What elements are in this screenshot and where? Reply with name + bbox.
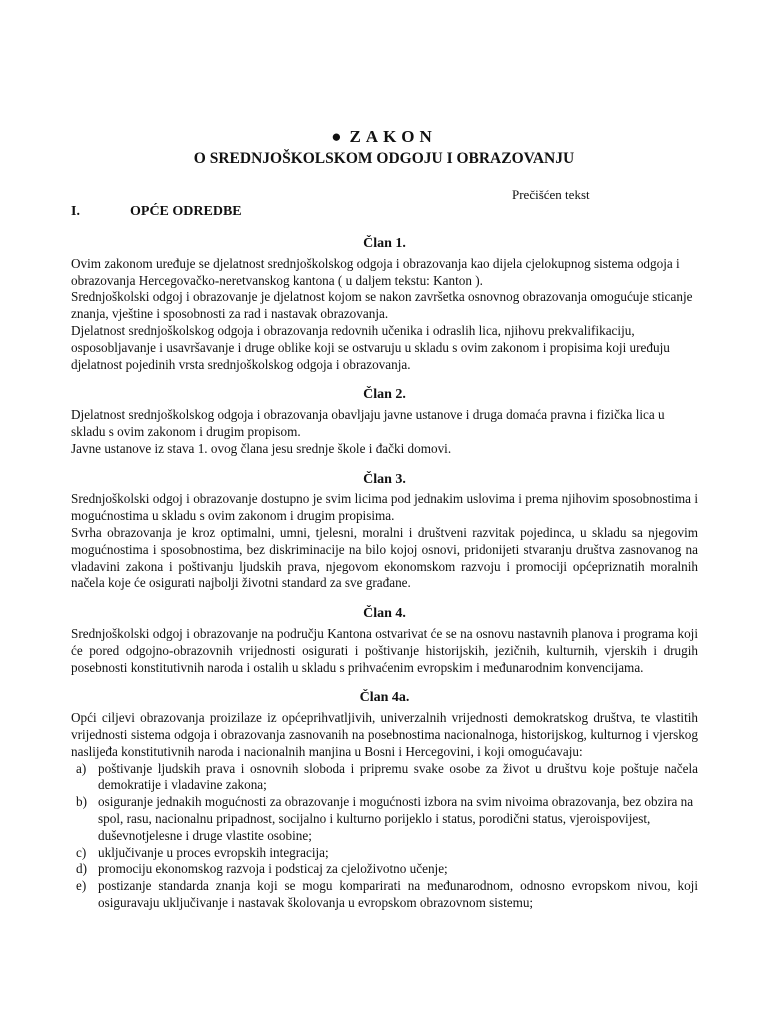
document-body	[71, 236, 698, 912]
list-item	[71, 794, 698, 844]
article-paragraph: Opći ciljevi obrazovanja proizilaze iz općeprihvatljivih, univerzalnih vrijednosti demokratskog društva, te vlastitih vrijednosti sistema odgoja i obrazovanja zasnovanih na posebnostima nacionalnoga, historijskog, kulturnog i vjerskog naslijeđa konstitutivnih naroda i nacionalnih manjina u Bosni i Hercegovini, i koji omogućavaju:	[71, 710, 698, 759]
list-marker: d)	[76, 861, 87, 877]
article-heading: Član 2.	[363, 387, 406, 403]
list-item	[71, 845, 698, 862]
list-item-text: osiguranje jednakih mogućnosti za obrazovanje i mogućnosti izbora na svim nivoima obrazovanja, bez obzira na spol, rasu, nacionalnu pripadnost, socijalno i kulturno porijeklo i status, porodični status, vjeroispovijest, duševnotjelesne i druge vlastite osobine;	[98, 794, 694, 843]
article-paragraph: Javne ustanove iz stava 1. ovog člana jesu srednje škole i đački domovi.	[71, 440, 452, 456]
list-item-text: uključivanje u proces evropskih integracija;	[98, 844, 329, 860]
article-heading: Član 4a.	[359, 690, 410, 706]
article-paragraph: Djelatnost srednjoškolskog odgoja i obrazovanja obavljaju javne ustanove i druga domaća pravna i fizička lica u skladu s ovim zakonom i drugim propisom.	[71, 407, 665, 439]
list-marker: a)	[76, 760, 87, 776]
list-item-text: postizanje standarda znanja koji se mogu komparirati na međunarodnom, odnosno evropskom nivou, koji osiguravaju uključivanje i nastavak školovanja u evropskom obrazovnom sistemu;	[98, 878, 698, 910]
title-text: ZAKON	[349, 127, 437, 146]
article-paragraph: Srednjoškolski odgoj i obrazovanje dostupno je svim licima pod jednakim uslovima i prema njihovim sposobnostima i mogućnostima u skladu s ovim zakonom i drugim propisima.	[71, 491, 698, 524]
document-subtitle: O SREDNJOŠKOLSKOM ODGOJU I OBRAZOVANJU	[193, 150, 575, 167]
bullet-icon: ●	[331, 127, 342, 146]
goals-list	[71, 761, 698, 912]
document-title	[0, 127, 768, 147]
article-heading: Član 3.	[363, 471, 406, 487]
list-marker: e)	[76, 878, 87, 894]
section-heading	[71, 204, 242, 220]
article-heading: Član 4.	[363, 606, 406, 622]
list-marker: b)	[76, 794, 87, 810]
section-title: OPĆE ODREDBE	[130, 204, 242, 219]
article-paragraph: Srednjoškolski odgoj i obrazovanje je djelatnost kojom se nakon završetka osnovnog obrazovanja omogućuje sticanje znanja, vještine i sposobnosti za rad i nastavak obrazovanja.	[71, 289, 693, 322]
list-item	[71, 878, 698, 912]
list-item-text: poštivanje ljudskih prava i osnovnih sloboda i pripremu svake osobe za život u društvu koje poštuje načela demokratije i vladavine zakona;	[98, 760, 698, 793]
list-item	[71, 761, 698, 795]
article-paragraph: Svrha obrazovanja je kroz optimalni, umni, tjelesni, moralni i društveni razvitak pojedinca, u skladu sa njegovim mogućnostima i sposobnostima, bez diskriminacije na bilo kojoj osnovi, pridonijeti stvaranju društva zasnovanog na vladavini zakona i poštivanju ljudskih prava, njegovom ekonomskom razvoju i promociji općepriznatih moralnih načela koje će osigurati najbolji životni standard za sve građane.	[71, 524, 698, 591]
article-paragraph: Ovim zakonom uređuje se djelatnost srednjoškolskog odgoja i obrazovanja kao dijela cjelokupnog sistema odgoja i obrazovanja Hercegovačko-neretvanskog kantona ( u daljem tekstu: Kanton ).	[71, 255, 680, 288]
article-heading: Član 1.	[363, 236, 406, 251]
section-number: I.	[71, 204, 80, 219]
list-item	[71, 861, 698, 878]
list-marker: c)	[76, 844, 87, 860]
article-paragraph: Srednjoškolski odgoj i obrazovanje na području Kantona ostvarivat će se na osnovu nastavnih planova i programa koji će pored odgojno-obrazovnih vrijednosti osigurati i poštivanje historijskih, jezičnih, kulturnih, vjerskih i drugih posebnosti konstitutivnih naroda i ostalih u skladu s prihvaćenim evropskim i međunarodnim konvencijama.	[71, 625, 698, 675]
consolidated-text-note: Prečišćen tekst	[512, 187, 590, 202]
article-paragraph: Djelatnost srednjoškolskog odgoja i obrazovanja redovnih učenika i odraslih lica, njihovu prekvalifikaciju, osposobljavanje i usavršavanje i druge oblike koji se ostvaruju u skladu s ovim zakonom i propisima koji uređuju djelatnost pojedinih vrsta srednjoškolskog odgoja i obrazovanja.	[71, 322, 670, 372]
list-item-text: promociju ekonomskog razvoja i podsticaj za cjeloživotno učenje;	[98, 861, 448, 877]
